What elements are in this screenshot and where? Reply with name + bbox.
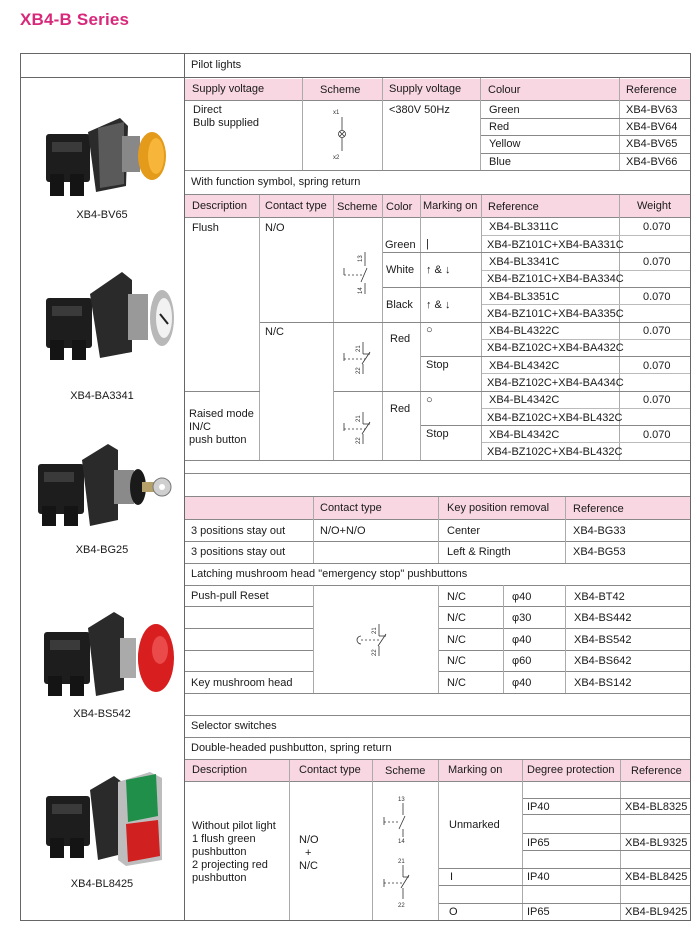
nc-contact-2-num-a: 21 xyxy=(356,415,362,422)
double-desc-3: 2 projecting red xyxy=(192,859,268,871)
func-color-white: White xyxy=(386,264,415,276)
double-desc-2: pushbutton xyxy=(192,846,247,858)
double-header-reference: Reference xyxy=(631,765,682,777)
mushroom-row-2-ref: XB4-BS542 xyxy=(574,634,632,646)
double-header-description: Description xyxy=(192,764,248,776)
no-contact-symbol xyxy=(340,248,380,298)
func-flush: Flush xyxy=(192,222,219,234)
double-row-0-ip: IP40 xyxy=(527,801,550,813)
double-contact-1: + xyxy=(305,847,312,859)
mushroom-num-a: 21 xyxy=(372,627,378,634)
double-row-2-ref: XB4-BL8425 xyxy=(625,871,688,883)
func-ref-13: XB4-BZ102C+XB4-BL432C xyxy=(487,446,623,458)
double-row-0-ref: XB4-BL8325 xyxy=(625,801,688,813)
pilot-header-scheme: Scheme xyxy=(320,84,361,96)
pilot-light-photo xyxy=(40,112,175,202)
pilot-scheme-x2: x2 xyxy=(333,155,340,161)
func-ref-8: XB4-BL4342C xyxy=(489,360,560,372)
pilot-supply-bulb: Bulb supplied xyxy=(193,117,260,129)
func-no: N/O xyxy=(265,222,285,234)
double-row-2-marking: I xyxy=(450,871,454,883)
pilot-voltage: <380V 50Hz xyxy=(389,104,450,116)
key-row-1-ref: XB4-BG53 xyxy=(573,546,626,558)
func-raised-3: push button xyxy=(189,434,247,446)
func-ref-2: XB4-BL3341C xyxy=(489,256,560,268)
func-header-scheme: Scheme xyxy=(337,201,378,213)
mushroom-row-4-dia: φ40 xyxy=(512,677,532,689)
func-weight-1: 0.070 xyxy=(643,256,671,268)
pilot-ref-0: XB4-BV63 xyxy=(626,104,678,116)
mushroom-num-b: 22 xyxy=(372,649,378,656)
pilot-scheme-x1: x1 xyxy=(333,110,340,116)
selector-section-title: Selector switches xyxy=(191,720,277,732)
func-color-black: Black xyxy=(386,299,413,311)
pilot-colour-3: Blue xyxy=(489,156,512,168)
key-row-0-removal: Center xyxy=(447,525,481,537)
func-header-color: Color xyxy=(386,201,413,213)
nc-contact-symbol-2 xyxy=(340,410,380,446)
key-row-1-removal: Left & Ringth xyxy=(447,546,511,558)
pilot-ref-2: XB4-BV65 xyxy=(626,138,678,150)
no-contact-num-a: 13 xyxy=(358,255,364,262)
func-header-contact: Contact type xyxy=(265,200,327,212)
func-weight-0: 0.070 xyxy=(643,221,671,233)
func-section-title: With function symbol, spring return xyxy=(191,176,361,188)
double-row-3-ref: XB4-BL9425 xyxy=(625,906,688,918)
double-num-d: 22 xyxy=(398,903,405,909)
mushroom-row-2-dia: φ40 xyxy=(512,634,532,646)
mushroom-row-4-ref: XB4-BS142 xyxy=(574,677,632,689)
func-ref-0: XB4-BL3311C xyxy=(489,221,559,233)
mushroom-row-0-contact: N/C xyxy=(447,591,466,603)
double-row-1-ip: IP65 xyxy=(527,837,550,849)
double-desc-0: Without pilot light xyxy=(192,820,276,832)
pilot-ref-3: XB4-BV66 xyxy=(626,156,678,168)
key-header-contact: Contact type xyxy=(320,502,382,514)
double-row-2-ip: IP40 xyxy=(527,871,550,883)
func-ref-11: XB4-BZ102C+XB4-BL432C xyxy=(487,412,623,424)
double-pushbutton-photo xyxy=(40,770,170,870)
double-contact-2: N/C xyxy=(299,860,318,872)
mushroom-nc-symbol xyxy=(356,622,396,658)
nc-contact-1-num-b: 22 xyxy=(356,367,362,374)
mushroom-row-0-dia: φ40 xyxy=(512,591,532,603)
func-mark-circle-1: ○ xyxy=(426,324,433,336)
mushroom-button-photo xyxy=(38,610,178,702)
func-weight-2: 0.070 xyxy=(643,291,671,303)
product-caption-2: XB4-BG25 xyxy=(75,544,129,556)
func-ref-7: XB4-BZ102C+XB4-BA432C xyxy=(487,342,624,354)
mushroom-section-title: Latching mushroom head "emergency stop" pushbuttons xyxy=(191,568,468,580)
pilot-lamp-symbol xyxy=(330,106,360,162)
double-header-marking: Marking on xyxy=(448,764,503,776)
func-ref-1: XB4-BZ101C+XB4-BA331C xyxy=(487,239,624,251)
pilot-ref-1: XB4-BV64 xyxy=(626,121,678,133)
func-ref-6: XB4-BL4322C xyxy=(489,325,560,337)
func-ref-10: XB4-BL4342C xyxy=(489,394,560,406)
nc-contact-1-num-a: 21 xyxy=(356,345,362,352)
func-header-reference: Reference xyxy=(488,201,539,213)
double-num-a: 13 xyxy=(398,797,405,803)
double-row-1-ref: XB4-BL9325 xyxy=(625,837,688,849)
pilot-section-title: Pilot lights xyxy=(191,59,242,71)
product-caption-3: XB4-BS542 xyxy=(73,708,131,720)
func-weight-6: 0.070 xyxy=(643,429,671,441)
double-desc-1: 1 flush green xyxy=(192,833,256,845)
double-nc-symbol xyxy=(380,857,420,909)
func-mark-arrows-1: ↑ & ↓ xyxy=(426,264,451,276)
func-raised-1: Raised mode xyxy=(189,408,254,420)
double-row-3-ip: IP65 xyxy=(527,906,550,918)
double-contact-0: N/O xyxy=(299,834,319,846)
key-header-reference: Reference xyxy=(573,503,624,515)
product-caption-4: XB4-BL8425 xyxy=(70,878,134,890)
double-header-contact: Contact type xyxy=(299,764,361,776)
func-weight-3: 0.070 xyxy=(643,325,671,337)
no-contact-num-b: 14 xyxy=(358,287,364,294)
double-unmarked: Unmarked xyxy=(449,819,500,831)
nc-contact-2-num-b: 22 xyxy=(356,437,362,444)
pilot-colour-1: Red xyxy=(489,121,510,133)
key-row-0-desc: 3 positions stay out xyxy=(191,525,286,537)
pilot-header-colour: Colour xyxy=(488,84,521,96)
product-caption-0: XB4-BV65 xyxy=(76,209,128,221)
func-mark-arrows-2: ↑ & ↓ xyxy=(426,299,451,311)
product-caption-1: XB4-BA3341 xyxy=(70,390,134,402)
pilot-header-supply2: Supply voltage xyxy=(389,83,462,95)
pilot-colour-0: Green xyxy=(489,104,520,116)
mushroom-row-1-ref: XB4-BS442 xyxy=(574,612,632,624)
mushroom-row-0-ref: XB4-BT42 xyxy=(574,591,625,603)
double-row-3-marking: O xyxy=(449,906,458,918)
double-num-c: 21 xyxy=(398,859,405,865)
nc-contact-symbol-1 xyxy=(340,340,380,376)
func-nc: N/C xyxy=(265,326,284,338)
mushroom-row-1-dia: φ30 xyxy=(512,612,532,624)
double-header-degree: Degree protection xyxy=(527,764,615,776)
key-switch-photo xyxy=(32,440,177,532)
func-weight-5: 0.070 xyxy=(643,394,671,406)
mushroom-key-head: Key mushroom head xyxy=(191,677,293,689)
func-header-weight: Weight xyxy=(637,200,672,212)
mushroom-row-3-dia: φ60 xyxy=(512,655,532,667)
func-ref-5: XB4-BZ101C+XB4-BA335C xyxy=(487,308,624,320)
func-ref-9: XB4-BZ102C+XB4-BA434C xyxy=(487,377,624,389)
pilot-header-supply: Supply voltage xyxy=(192,83,265,95)
func-color-red-1: Red xyxy=(390,333,411,345)
func-header-marking: Marking on xyxy=(423,200,478,212)
page-title: XB4-B Series xyxy=(20,10,130,29)
func-mark-stop-2: Stop xyxy=(426,428,449,440)
double-section-title: Double-headed pushbutton, spring return xyxy=(191,742,392,754)
double-num-b: 14 xyxy=(398,839,405,845)
pilot-colour-2: Yellow xyxy=(489,138,521,150)
pushbutton-photo xyxy=(40,268,175,364)
func-color-red-2: Red xyxy=(390,403,411,415)
func-color-green: Green xyxy=(385,239,416,251)
func-ref-3: XB4-BZ101C+XB4-BA334C xyxy=(487,273,624,285)
pilot-header-reference: Reference xyxy=(626,84,677,96)
mushroom-row-2-contact: N/C xyxy=(447,634,466,646)
func-raised-2: IN/C xyxy=(189,421,211,433)
mushroom-row-3-contact: N/C xyxy=(447,655,466,667)
mushroom-row-4-contact: N/C xyxy=(447,677,466,689)
key-row-0-contact: N/O+N/O xyxy=(320,525,366,537)
func-ref-12: XB4-BL4342C xyxy=(489,429,560,441)
mushroom-row-1-contact: N/C xyxy=(447,612,466,624)
key-header-removal: Key position removal xyxy=(447,502,550,514)
mushroom-row-3-ref: XB4-BS642 xyxy=(574,655,632,667)
pilot-supply-direct: Direct xyxy=(193,104,222,116)
func-mark-circle-2: ○ xyxy=(426,394,433,406)
double-desc-4: pushbutton xyxy=(192,872,247,884)
func-mark-bar: | xyxy=(426,238,429,250)
mushroom-push-pull: Push-pull Reset xyxy=(191,590,269,602)
key-row-1-desc: 3 positions stay out xyxy=(191,546,286,558)
func-mark-stop-1: Stop xyxy=(426,359,449,371)
func-weight-4: 0.070 xyxy=(643,360,671,372)
func-header-description: Description xyxy=(192,200,248,212)
key-row-0-ref: XB4-BG33 xyxy=(573,525,626,537)
func-ref-4: XB4-BL3351C xyxy=(489,291,560,303)
double-header-scheme: Scheme xyxy=(385,765,426,777)
double-no-symbol xyxy=(380,795,420,845)
